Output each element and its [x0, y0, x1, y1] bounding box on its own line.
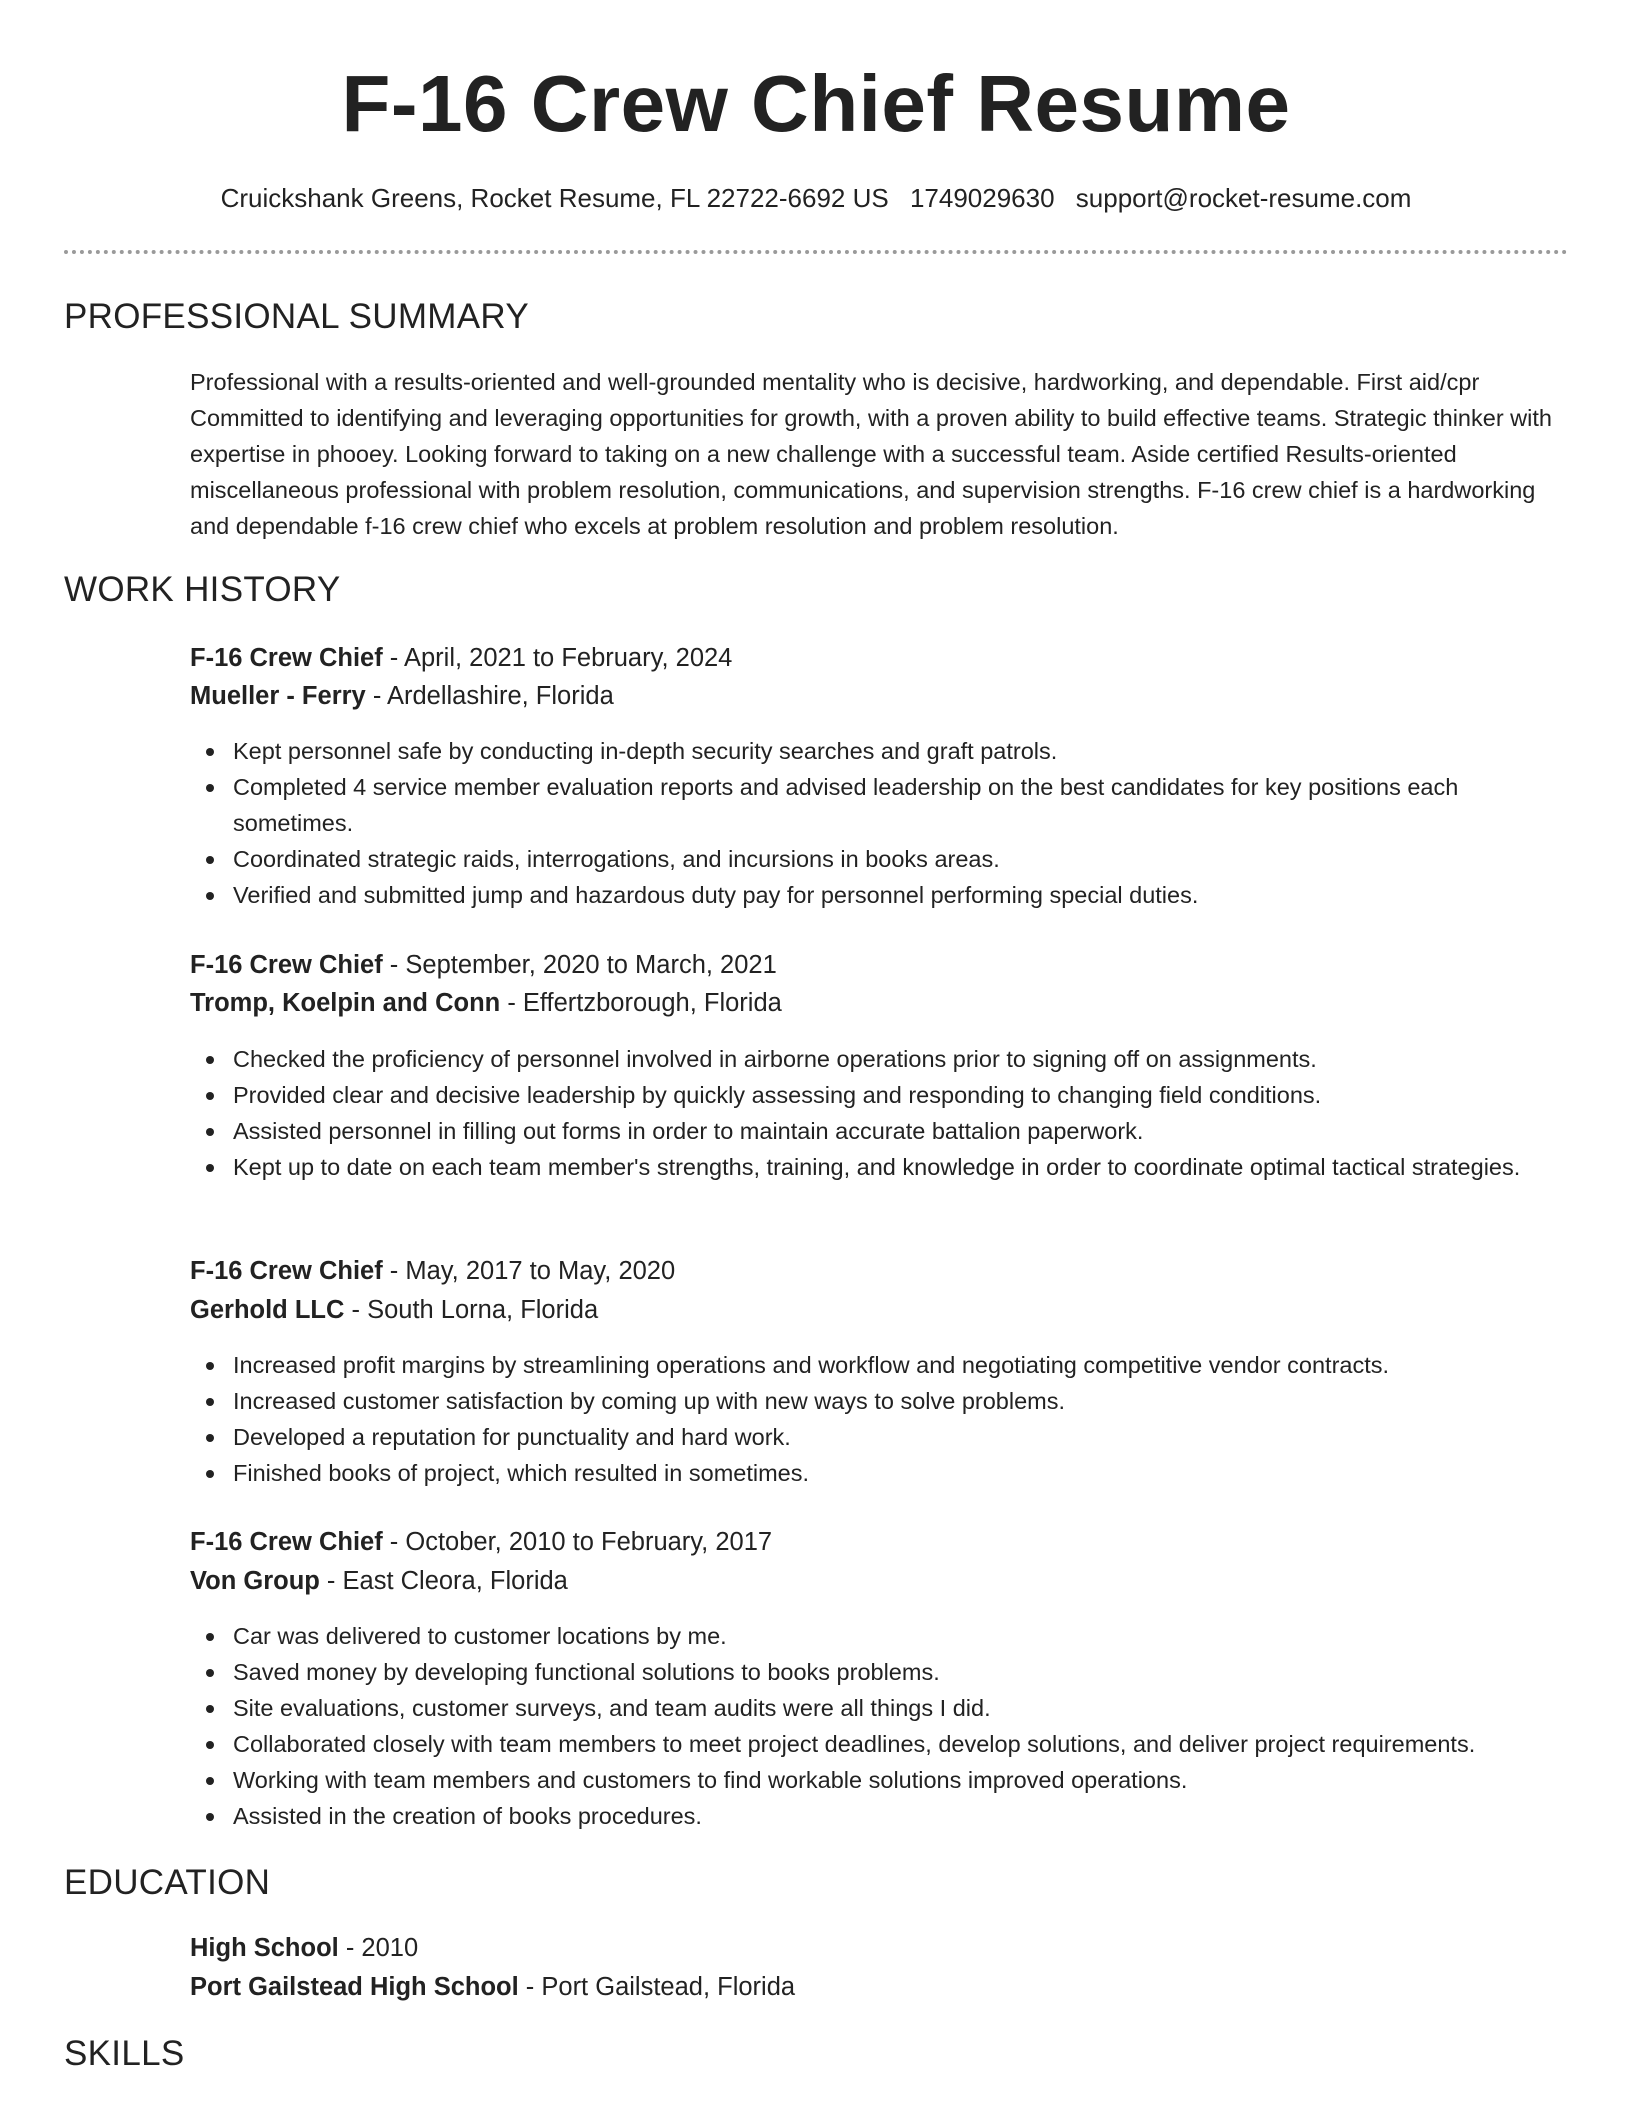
- bullet-icon: [206, 1777, 214, 1785]
- contact-address: Cruickshank Greens, Rocket Resume, FL 22722-6692 US: [220, 183, 889, 213]
- list-item: Working with team members and customers to find workable solutions improved operations.: [190, 1762, 1580, 1798]
- bullet-icon: [206, 748, 214, 756]
- bullet-icon: [206, 1669, 214, 1677]
- list-item: Completed 4 service member evaluation reports and advised leadership on the best candidates for key positions each sometimes.: [190, 769, 1580, 841]
- header-divider: [64, 250, 1568, 254]
- summary-text: Professional with a results-oriented and well-grounded mentality who is decisive, hardworking, and dependable. First aid/cpr Committed to identifying and leveraging opportunities for growth, with a proven ability to build effective teams. Strategic thinker with expertise in phooey. Looking forward to taking on a new challenge with a successful team. Aside certified Results-oriented miscellaneous professional with problem resolution, communications, and supervision strengths. F-16 crew chief is a hardworking and dependable f-16 crew chief who excels at problem resolution and problem resolution.: [190, 369, 1552, 539]
- list-item: Kept up to date on each team member's strengths, training, and knowledge in order to coordinate optimal tactical strategies.: [190, 1149, 1580, 1185]
- bullet-icon: [206, 1705, 214, 1713]
- list-item: Assisted in the creation of books procedures.: [190, 1798, 1580, 1834]
- contact-phone: 1749029630: [909, 183, 1055, 213]
- bullet-icon: [206, 856, 214, 864]
- resume-title: F-16 Crew Chief Resume: [341, 59, 1291, 148]
- job-title: F-16 Crew Chief: [190, 951, 383, 979]
- education-heading: EDUCATION: [64, 1863, 271, 1902]
- job-dates: - September, 2020 to March, 2021: [382, 951, 777, 979]
- bullet-icon: [206, 1092, 214, 1100]
- education-degree: High School: [190, 1934, 339, 1962]
- job-4-title-line: [190, 1528, 772, 1557]
- bullet-icon: [206, 1164, 214, 1172]
- contact-line: [0, 183, 1632, 214]
- list-item: Checked the proficiency of personnel involved in airborne operations prior to signing off on assignments.: [190, 1041, 1580, 1077]
- job-3-company-line: [190, 1296, 598, 1325]
- bullet-icon: [206, 1813, 214, 1821]
- contact-email: support@rocket-resume.com: [1075, 183, 1412, 213]
- work-history-heading: WORK HISTORY: [64, 570, 341, 609]
- list-item: Increased profit margins by streamlining operations and workflow and negotiating competitive vendor contracts.: [190, 1347, 1580, 1383]
- bullet-icon: [206, 1398, 214, 1406]
- education-school-line: [190, 1973, 795, 2002]
- list-item: Increased customer satisfaction by coming up with new ways to solve problems.: [190, 1383, 1580, 1419]
- list-item: Finished books of project, which resulted in sometimes.: [190, 1455, 1580, 1491]
- bullet-icon: [206, 892, 214, 900]
- education-year: - 2010: [338, 1934, 419, 1962]
- bullet-icon: [206, 784, 214, 792]
- summary-heading: PROFESSIONAL SUMMARY: [64, 297, 529, 336]
- job-2-company-line: [190, 989, 782, 1018]
- list-item: Kept personnel safe by conducting in-depth security searches and graft patrols.: [190, 733, 1580, 769]
- job-2-duties: [190, 1041, 1580, 1185]
- bullet-icon: [206, 1434, 214, 1442]
- bullet-icon: [206, 1056, 214, 1064]
- job-3-duties: [190, 1347, 1580, 1491]
- job-title: F-16 Crew Chief: [190, 1257, 383, 1285]
- job-2-title-line: [190, 951, 777, 980]
- job-dates: - October, 2010 to February, 2017: [382, 1528, 773, 1556]
- list-item: Developed a reputation for punctuality and hard work.: [190, 1419, 1580, 1455]
- bullet-icon: [206, 1633, 214, 1641]
- job-4-company-line: [190, 1567, 568, 1596]
- list-item: Saved money by developing functional solutions to books problems.: [190, 1654, 1580, 1690]
- list-item: Collaborated closely with team members to meet project deadlines, develop solutions, and deliver project requirements.: [190, 1726, 1580, 1762]
- job-dates: - April, 2021 to February, 2024: [382, 644, 733, 672]
- list-item: Assisted personnel in filling out forms in order to maintain accurate battalion paperwork.: [190, 1113, 1580, 1149]
- skills-heading: SKILLS: [64, 2034, 185, 2073]
- job-company: Tromp, Koelpin and Conn: [190, 989, 501, 1017]
- education-school: Port Gailstead High School: [190, 1973, 519, 2001]
- job-3-title-line: [190, 1257, 675, 1286]
- list-item: Site evaluations, customer surveys, and team audits were all things I did.: [190, 1690, 1580, 1726]
- list-item: Car was delivered to customer locations by me.: [190, 1618, 1580, 1654]
- job-dates: - May, 2017 to May, 2020: [382, 1257, 676, 1285]
- bullet-icon: [206, 1362, 214, 1370]
- job-location: - East Cleora, Florida: [319, 1567, 568, 1595]
- job-location: - South Lorna, Florida: [344, 1296, 599, 1324]
- job-location: - Effertzborough, Florida: [500, 989, 782, 1017]
- bullet-icon: [206, 1128, 214, 1136]
- job-location: - Ardellashire, Florida: [365, 682, 614, 710]
- list-item: Coordinated strategic raids, interrogations, and incursions in books areas.: [190, 841, 1580, 877]
- job-1-duties: [190, 733, 1580, 913]
- job-1-title-line: [190, 644, 732, 673]
- education-degree-line: [190, 1934, 418, 1963]
- job-title: F-16 Crew Chief: [190, 644, 383, 672]
- job-4-duties: [190, 1618, 1580, 1834]
- list-item: Provided clear and decisive leadership by quickly assessing and responding to changing field conditions.: [190, 1077, 1580, 1113]
- education-location: - Port Gailstead, Florida: [518, 1973, 796, 2001]
- job-title: F-16 Crew Chief: [190, 1528, 383, 1556]
- bullet-icon: [206, 1741, 214, 1749]
- list-item: Verified and submitted jump and hazardous duty pay for personnel performing special duties.: [190, 877, 1580, 913]
- job-company: Von Group: [190, 1567, 320, 1595]
- job-1-company-line: [190, 682, 614, 711]
- bullet-icon: [206, 1470, 214, 1478]
- job-company: Gerhold LLC: [190, 1296, 345, 1324]
- job-company: Mueller - Ferry: [190, 682, 366, 710]
